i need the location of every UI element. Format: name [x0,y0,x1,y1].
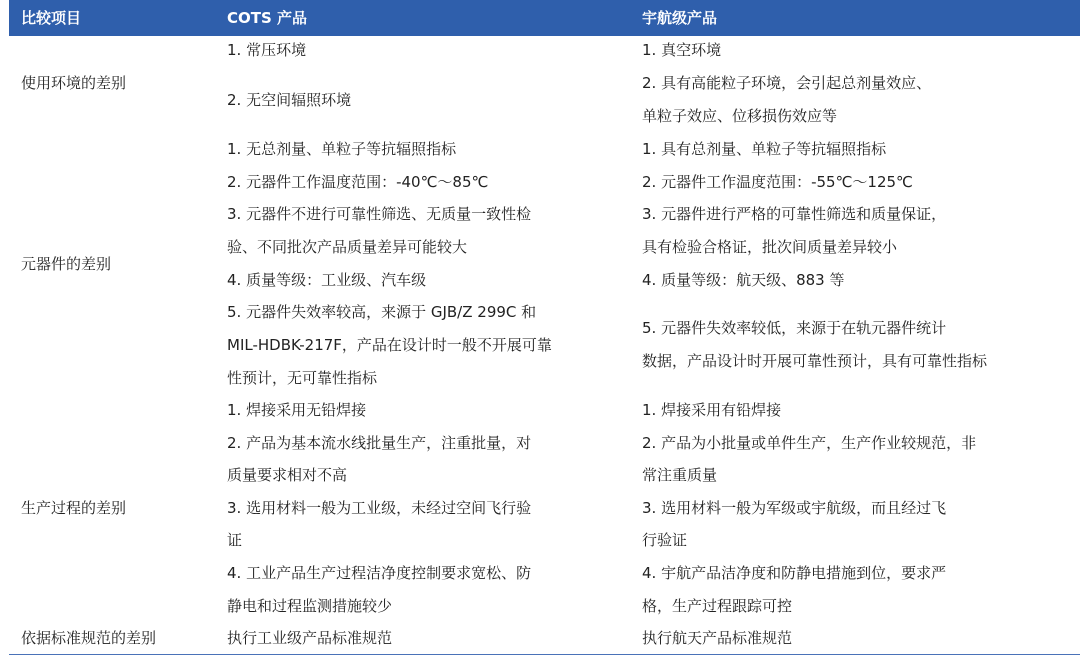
cots-cell: 4. 质量等级：工业级、汽车级 [227,271,427,289]
cots-cell: 1. 焊接采用无铅焊接 [227,401,367,419]
table-line [9,459,1080,491]
space-cell: 行验证 [642,531,688,549]
cots-cell: MIL-HDBK-217F，产品在设计时一般不开展可靠 [227,336,552,354]
space-cell: 1. 真空环境 [642,41,722,59]
category-cell: 使用环境的差别 [21,74,127,92]
space-cell: 3. 元器件进行严格的可靠性筛选和质量保证， [642,205,947,223]
space-cell: 4. 质量等级：航天级、883 等 [642,271,845,289]
table-line [9,394,1080,426]
space-cell: 具有检验合格证，批次间质量差异较小 [642,238,898,256]
table-header [9,0,1080,36]
space-cell: 2. 元器件工作温度范围：-55℃～125℃ [642,173,913,191]
cots-cell: 质量要求相对不高 [227,466,348,484]
space-cell: 执行航天产品标准规范 [642,629,793,647]
space-cell: 单粒子效应、位移损伤效应等 [642,107,838,125]
category-cell: 生产过程的差别 [21,499,127,517]
cots-cell: 执行工业级产品标准规范 [227,629,393,647]
cots-cell: 2. 元器件工作温度范围：-40℃～85℃ [227,173,489,191]
cots-cell: 1. 无总剂量、单粒子等抗辐照指标 [227,140,457,158]
space-cell: 4. 宇航产品洁净度和防静电措施到位，要求严 [642,564,947,582]
table-line [9,492,1080,524]
space-cell: 1. 焊接采用有铅焊接 [642,401,782,419]
table-line [9,362,1080,394]
cots-cell: 性预计，无可靠性指标 [227,369,378,387]
cots-cell: 1. 常压环境 [227,41,307,59]
cots-cell: 静电和过程监测措施较少 [227,597,393,615]
space-cell: 1. 具有总剂量、单粒子等抗辐照指标 [642,140,887,158]
space-cell: 5. 元器件失效率较低，来源于在轨元器件统计 [642,319,947,337]
table-line [9,166,1080,198]
space-cell: 2. 具有高能粒子环境，会引起总剂量效应、 [642,74,932,92]
header-space-product: 宇航级产品 [642,9,718,27]
table-line [9,100,1080,132]
table-line [9,427,1080,459]
table-line [9,198,1080,230]
cots-cell: 验、不同批次产品质量差异可能较大 [227,238,468,256]
cots-cell: 5. 元器件失效率较高，来源于 GJB/Z 299C 和 [227,303,537,321]
cots-cell: 2. 无空间辐照环境 [227,91,352,109]
table-line [9,133,1080,165]
table-bottom-border [9,654,1080,655]
header-compare-item: 比较项目 [21,9,82,27]
space-cell: 3. 选用材料一般为军级或宇航级，而且经过飞 [642,499,947,517]
cots-cell: 4. 工业产品生产过程洁净度控制要求宽松、防 [227,564,532,582]
category-cell: 元器件的差别 [21,255,112,273]
table-line [9,34,1080,66]
category-cell: 依据标准规范的差别 [21,629,157,647]
space-cell: 2. 产品为小批量或单件生产，生产作业较规范，非 [642,434,977,452]
table-line [9,557,1080,589]
table-line [9,524,1080,556]
space-cell: 常注重质量 [642,466,718,484]
cots-cell: 3. 元器件不进行可靠性筛选、无质量一致性检 [227,205,532,223]
table-line [9,590,1080,622]
cots-cell: 2. 产品为基本流水线批量生产，注重批量，对 [227,434,532,452]
header-cots-product: COTS 产品 [227,9,308,27]
space-cell: 格，生产过程跟踪可控 [642,597,793,615]
cots-cell: 3. 选用材料一般为工业级，未经过空间飞行验 [227,499,532,517]
table-line [9,622,1080,654]
table-line [9,264,1080,296]
cots-cell: 证 [227,531,243,549]
space-cell: 数据，产品设计时开展可靠性预计，具有可靠性指标 [642,352,988,370]
